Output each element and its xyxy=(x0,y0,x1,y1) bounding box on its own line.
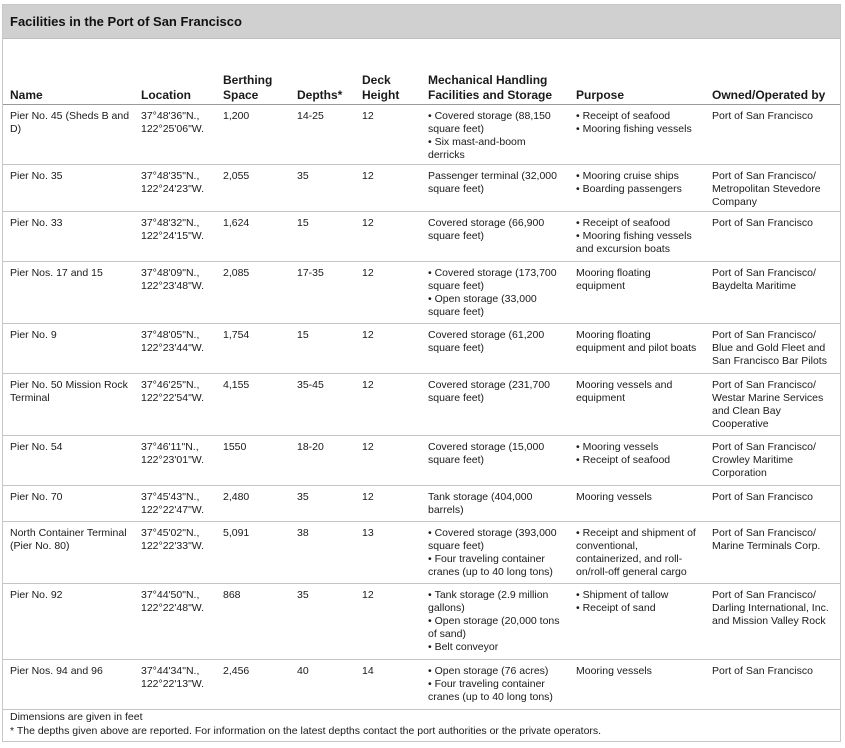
header-row xyxy=(3,57,840,105)
cell-berthing: 868 xyxy=(216,584,290,660)
cell-owned: Port of San Francisco xyxy=(705,105,840,165)
cell-berthing: 4,155 xyxy=(216,374,290,436)
cell-depths: 18-20 xyxy=(290,436,355,486)
cell-name: North Container Terminal (Pier No. 80) xyxy=(3,522,134,584)
header-name: Name xyxy=(3,57,134,105)
cell-location: 37°46'11"N., 122°23'01"W. xyxy=(134,436,216,486)
title-bar xyxy=(3,5,840,39)
cell-depths: 15 xyxy=(290,212,355,262)
cell-purpose xyxy=(569,584,705,660)
table-row xyxy=(3,105,840,165)
cell-depths: 35 xyxy=(290,584,355,660)
cell-name: Pier No. 50 Mission Rock Terminal xyxy=(3,374,134,436)
cell-name: Pier No. 35 xyxy=(3,165,134,212)
bullet-item: • Receipt of seafood xyxy=(576,110,701,123)
cell-mechanical xyxy=(421,660,569,710)
table-row xyxy=(3,436,840,486)
cell-location: 37°45'43"N., 122°22'47"W. xyxy=(134,486,216,522)
header-purpose: Purpose xyxy=(569,57,705,105)
bullet-item: • Mooring vessels xyxy=(576,441,701,454)
cell-berthing: 1,624 xyxy=(216,212,290,262)
bullet-item: • Belt conveyor xyxy=(428,641,565,654)
cell-deck: 12 xyxy=(355,584,421,660)
cell-owned: Port of San Francisco/ Metropolitan Stevedore Company xyxy=(705,165,840,212)
bullet-item: • Four traveling container cranes (up to 40 long tons) xyxy=(428,678,565,704)
cell-depths: 35 xyxy=(290,486,355,522)
cell-owned: Port of San Francisco/ Marine Terminals Corp. xyxy=(705,522,840,584)
cell-location: 37°48'05"N., 122°23'44"W. xyxy=(134,324,216,374)
bullet-item: • Mooring fishing vessels and excursion boats xyxy=(576,230,701,256)
cell-deck: 13 xyxy=(355,522,421,584)
cell-name: Pier No. 70 xyxy=(3,486,134,522)
cell-deck: 12 xyxy=(355,374,421,436)
cell-deck: 12 xyxy=(355,105,421,165)
table-row xyxy=(3,522,840,584)
cell-location: 37°44'50"N., 122°22'48"W. xyxy=(134,584,216,660)
footnotes xyxy=(10,710,601,738)
cell-owned: Port of San Francisco/ Crowley Maritime Corporation xyxy=(705,436,840,486)
cell-purpose: Mooring vessels xyxy=(569,486,705,522)
cell-deck: 12 xyxy=(355,165,421,212)
page-title: Facilities in the Port of San Francisco xyxy=(10,14,242,29)
header-depths: Depths* xyxy=(290,57,355,105)
cell-purpose: Mooring vessels and equipment xyxy=(569,374,705,436)
cell-purpose: Mooring floating equipment xyxy=(569,262,705,324)
bullet-item: • Receipt of seafood xyxy=(576,454,701,467)
cell-berthing: 2,085 xyxy=(216,262,290,324)
cell-mechanical: Covered storage (231,700 square feet) xyxy=(421,374,569,436)
cell-purpose xyxy=(569,105,705,165)
cell-location: 37°48'36"N., 122°25'06"W. xyxy=(134,105,216,165)
table-row xyxy=(3,324,840,374)
cell-name: Pier Nos. 17 and 15 xyxy=(3,262,134,324)
cell-purpose: Mooring floating equipment and pilot boats xyxy=(569,324,705,374)
cell-mechanical xyxy=(421,262,569,324)
cell-owned: Port of San Francisco/ Westar Marine Services and Clean Bay Cooperative xyxy=(705,374,840,436)
footnote-depths: * The depths given above are reported. For information on the latest depths contact the port authorities or the private operators. xyxy=(10,725,602,737)
bullet-item: • Covered storage (88,150 square feet) xyxy=(428,110,565,136)
bullet-item: • Receipt and shipment of conventional, containerized, and roll-on/roll-off general cargo xyxy=(576,527,701,579)
cell-mechanical: Passenger terminal (32,000 square feet) xyxy=(421,165,569,212)
bullet-item: • Open storage (76 acres) xyxy=(428,665,565,678)
cell-mechanical: Covered storage (15,000 square feet) xyxy=(421,436,569,486)
cell-mechanical xyxy=(421,522,569,584)
cell-location: 37°48'35"N., 122°24'23"W. xyxy=(134,165,216,212)
cell-purpose xyxy=(569,436,705,486)
bullet-item: • Tank storage (2.9 million gallons) xyxy=(428,589,565,615)
cell-depths: 38 xyxy=(290,522,355,584)
cell-name: Pier No. 92 xyxy=(3,584,134,660)
cell-name: Pier No. 45 (Sheds B and D) xyxy=(3,105,134,165)
bullet-item: • Covered storage (173,700 square feet) xyxy=(428,267,565,293)
cell-deck: 12 xyxy=(355,262,421,324)
cell-depths: 15 xyxy=(290,324,355,374)
cell-berthing: 1,754 xyxy=(216,324,290,374)
cell-name: Pier No. 9 xyxy=(3,324,134,374)
cell-berthing: 2,480 xyxy=(216,486,290,522)
cell-berthing: 2,456 xyxy=(216,660,290,710)
header-owned: Owned/Operated by xyxy=(705,57,840,105)
cell-depths: 40 xyxy=(290,660,355,710)
bullet-item: • Covered storage (393,000 square feet) xyxy=(428,527,565,553)
cell-location: 37°46'25"N., 122°22'54"W. xyxy=(134,374,216,436)
table-row xyxy=(3,584,840,660)
cell-purpose xyxy=(569,165,705,212)
cell-berthing: 5,091 xyxy=(216,522,290,584)
bullet-item: • Receipt of seafood xyxy=(576,217,701,230)
header-berthing: Berthing Space xyxy=(216,57,290,105)
bullet-item: • Boarding passengers xyxy=(576,183,701,196)
cell-berthing: 2,055 xyxy=(216,165,290,212)
table-row xyxy=(3,212,840,262)
facilities-panel xyxy=(2,4,841,742)
bullet-item: • Shipment of tallow xyxy=(576,589,701,602)
cell-depths: 14-25 xyxy=(290,105,355,165)
header-deck-height: Deck Height xyxy=(355,57,421,105)
cell-owned: Port of San Francisco xyxy=(705,486,840,522)
cell-name: Pier No. 54 xyxy=(3,436,134,486)
table-row xyxy=(3,165,840,212)
cell-mechanical xyxy=(421,584,569,660)
cell-mechanical: Covered storage (66,900 square feet) xyxy=(421,212,569,262)
cell-name: Pier Nos. 94 and 96 xyxy=(3,660,134,710)
cell-owned: Port of San Francisco xyxy=(705,660,840,710)
table-row xyxy=(3,374,840,436)
header-mechanical: Mechanical Handling Facilities and Storage xyxy=(421,57,569,105)
facilities-table xyxy=(3,57,840,710)
cell-berthing: 1550 xyxy=(216,436,290,486)
cell-owned: Port of San Francisco xyxy=(705,212,840,262)
header-location: Location xyxy=(134,57,216,105)
cell-berthing: 1,200 xyxy=(216,105,290,165)
table-row xyxy=(3,262,840,324)
cell-deck: 12 xyxy=(355,324,421,374)
footnote-dimensions: Dimensions are given in feet xyxy=(10,711,143,723)
cell-deck: 14 xyxy=(355,660,421,710)
bullet-item: • Receipt of sand xyxy=(576,602,701,615)
cell-location: 37°48'09"N., 122°23'48"W. xyxy=(134,262,216,324)
cell-depths: 35-45 xyxy=(290,374,355,436)
cell-purpose: Mooring vessels xyxy=(569,660,705,710)
cell-location: 37°44'34"N., 122°22'13"W. xyxy=(134,660,216,710)
cell-mechanical: Covered storage (61,200 square feet) xyxy=(421,324,569,374)
table-row xyxy=(3,486,840,522)
cell-mechanical: Tank storage (404,000 barrels) xyxy=(421,486,569,522)
cell-name: Pier No. 33 xyxy=(3,212,134,262)
bullet-item: • Open storage (33,000 square feet) xyxy=(428,293,565,319)
cell-location: 37°45'02"N., 122°22'33"W. xyxy=(134,522,216,584)
cell-owned: Port of San Francisco/ Blue and Gold Fleet and San Francisco Bar Pilots xyxy=(705,324,840,374)
cell-owned: Port of San Francisco/ Darling International, Inc. and Mission Valley Rock xyxy=(705,584,840,660)
cell-owned: Port of San Francisco/ Baydelta Maritime xyxy=(705,262,840,324)
cell-deck: 12 xyxy=(355,212,421,262)
cell-location: 37°48'32"N., 122°24'15"W. xyxy=(134,212,216,262)
cell-purpose xyxy=(569,212,705,262)
cell-mechanical xyxy=(421,105,569,165)
table-row xyxy=(3,660,840,710)
bullet-item: • Four traveling container cranes (up to 40 long tons) xyxy=(428,553,565,579)
bullet-item: • Six mast-and-boom derricks xyxy=(428,136,565,162)
bullet-item: • Mooring cruise ships xyxy=(576,170,701,183)
cell-depths: 17-35 xyxy=(290,262,355,324)
bullet-item: • Open storage (20,000 tons of sand) xyxy=(428,615,565,641)
cell-depths: 35 xyxy=(290,165,355,212)
bullet-item: • Mooring fishing vessels xyxy=(576,123,701,136)
cell-deck: 12 xyxy=(355,486,421,522)
cell-purpose xyxy=(569,522,705,584)
cell-deck: 12 xyxy=(355,436,421,486)
